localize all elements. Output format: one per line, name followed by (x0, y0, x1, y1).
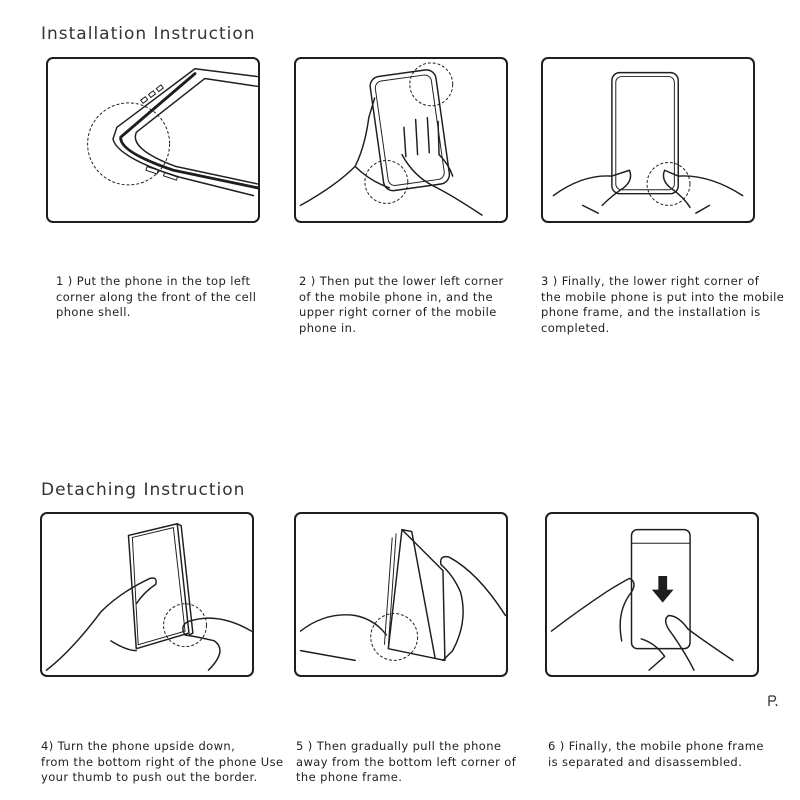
caption-line: the phone frame. (296, 770, 403, 784)
caption-line: 3 ) Finally, the lower right corner of (541, 274, 760, 288)
caption-line: of the mobile phone in, and the (299, 289, 493, 304)
caption-line: phone in. (299, 320, 357, 335)
caption-line: completed. (541, 320, 610, 335)
caption-line: away from the bottom left corner of (296, 754, 517, 769)
caption-line: 5 ) Then gradually pull the phone (296, 739, 502, 753)
small-glyph-mark-icon (766, 694, 780, 708)
caption-line: 4) Turn the phone upside down, (41, 739, 236, 753)
thumb-push-border-icon (42, 514, 252, 675)
hands-holding-phone-icon (543, 59, 753, 221)
caption-line: is separated and disassembled. (548, 754, 743, 769)
installation-step-3-caption (541, 274, 784, 336)
caption-line: phone frame, and the installation is (541, 305, 761, 319)
detaching-title: Detaching Instruction (41, 480, 246, 500)
detaching-step-6-illustration (545, 512, 759, 677)
pull-phone-from-frame-icon (296, 514, 506, 675)
installation-step-1-illustration (46, 57, 260, 223)
caption-line: upper right corner of the mobile (299, 305, 497, 319)
caption-line: phone shell. (56, 305, 131, 319)
phone-corner-insert-icon (48, 59, 258, 221)
installation-step-1-caption (56, 274, 256, 321)
hands-pressing-phone-icon (296, 59, 506, 221)
installation-step-2-caption (299, 274, 504, 336)
installation-title: Installation Instruction (41, 24, 256, 44)
caption-line: 2 ) Then put the lower left corner (299, 274, 504, 288)
caption-line: the mobile phone is put into the mobile (541, 289, 785, 304)
caption-line: corner along the front of the cell (56, 289, 257, 304)
detaching-step-5-caption (296, 739, 516, 786)
detaching-step-5-illustration (294, 512, 508, 677)
installation-step-2-illustration (294, 57, 508, 223)
installation-step-3-illustration (541, 57, 755, 223)
detaching-step-6-caption (548, 739, 764, 770)
caption-line: your thumb to push out the border. (41, 770, 258, 784)
caption-line: from the bottom right of the phone Use (41, 754, 284, 769)
caption-line: 1 ) Put the phone in the top left (56, 274, 251, 288)
detaching-step-4-caption (41, 739, 283, 786)
detaching-step-4-illustration (40, 512, 254, 677)
frame-separated-arrow-icon (547, 514, 757, 675)
caption-line: 6 ) Finally, the mobile phone frame (548, 739, 764, 753)
